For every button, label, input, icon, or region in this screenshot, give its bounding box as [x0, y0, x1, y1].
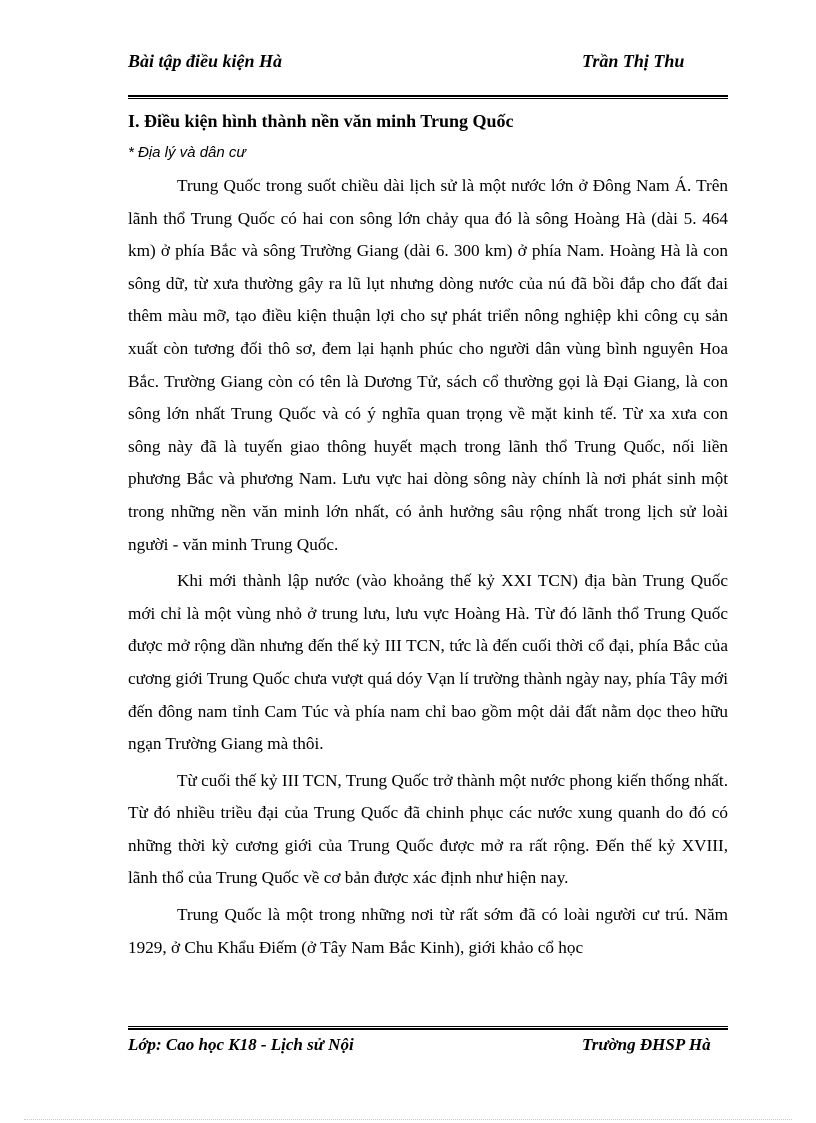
page-edge-divider [24, 1119, 792, 1120]
header-left-text: Bài tập điều kiện Hà [128, 51, 283, 71]
header-rule [128, 95, 728, 99]
section-title: I. Điều kiện hình thành nền văn minh Trung Quốc [128, 111, 514, 131]
header-right-text: Trần Thị Thu [582, 51, 685, 71]
paragraph-3: Từ cuối thế kỷ III TCN, Trung Quốc trở thành một nước phong kiến thống nhất. Từ đó nhiều triều đại của Trung Quốc đã chinh phục các nước xung quanh do đó có những thời kỳ cương giới của Trung Quốc được mở ra rất rộng. Đến thế kỷ XVIII, lãnh thổ của Trung Quốc về cơ bản được xác định như hiện nay. [128, 770, 728, 888]
sub-title: * Địa lý và dân cư [128, 144, 246, 161]
paragraph-1: Trung Quốc trong suốt chiều dài lịch sử là một nước lớn ở Đông Nam Á. Trên lãnh thổ Trung Quốc có hai con sông lớn chảy qua đó là sông Hoàng Hà (dài 5. 464 km) ở phía Bắc và sông Trường Giang (dài 6. 300 km) ở phía Nam. Hoàng Hà là con sông dữ, từ xưa thường gây ra lũ lụt nhưng dòng nước của nú đã bồi đắp cho đất đai thêm màu mỡ, tạo điều kiện thuận lợi cho sự phát triển nông nghiệp khi công cụ sản xuất còn tương đối thô sơ, đem lại hạnh phúc cho người dân vùng bình nguyên Hoa Bắc. Trường Giang còn có tên là Dương Tử, sách cổ thường gọi là Đại Giang, là con sông lớn nhất Trung Quốc và có ý nghĩa quan trọng về mặt kinh tế. Từ xa xưa con sông này đã là tuyến giao thông huyết mạch trong lãnh thổ Trung Quốc, nối liền phương Bắc và phương Nam. Lưu vực hai dòng sông này chính là nơi phát sinh một trong những nền văn minh lớn nhất, có ảnh hưởng sâu rộng nhất trong lịch sử loài người - văn minh Trung Quốc. [128, 176, 728, 554]
footer-left-text: Lớp: Cao học K18 - Lịch sử Nội [128, 1035, 354, 1054]
paragraph-4: Trung Quốc là một trong những nơi từ rất sớm đã có loài người cư trú. Năm 1929, ở Chu Khẩu Điếm (ở Tây Nam Bắc Kinh), giới khảo cổ học [128, 905, 728, 957]
document-body [128, 108, 728, 964]
footer-rule [128, 1026, 728, 1030]
paragraph-2: Khi mới thành lập nước (vào khoảng thế kỷ XXI TCN) địa bàn Trung Quốc mới chỉ là một vùng nhỏ ở trung lưu, lưu vực Hoàng Hà. Từ đó lãnh thổ Trung Quốc được mở rộng dần nhưng đến thế kỷ III TCN, tức là đến cuối thời cổ đại, phía Bắc của cương giới Trung Quốc chưa vượt quá dóy Vạn lí trường thành ngày nay, phía Tây mới đến đông nam tỉnh Cam Túc và phía nam chỉ bao gồm một dải đất nằm dọc theo hữu ngạn Trường Giang mà thôi. [128, 571, 728, 754]
footer-right-text: Trường ĐHSP Hà [582, 1035, 711, 1054]
